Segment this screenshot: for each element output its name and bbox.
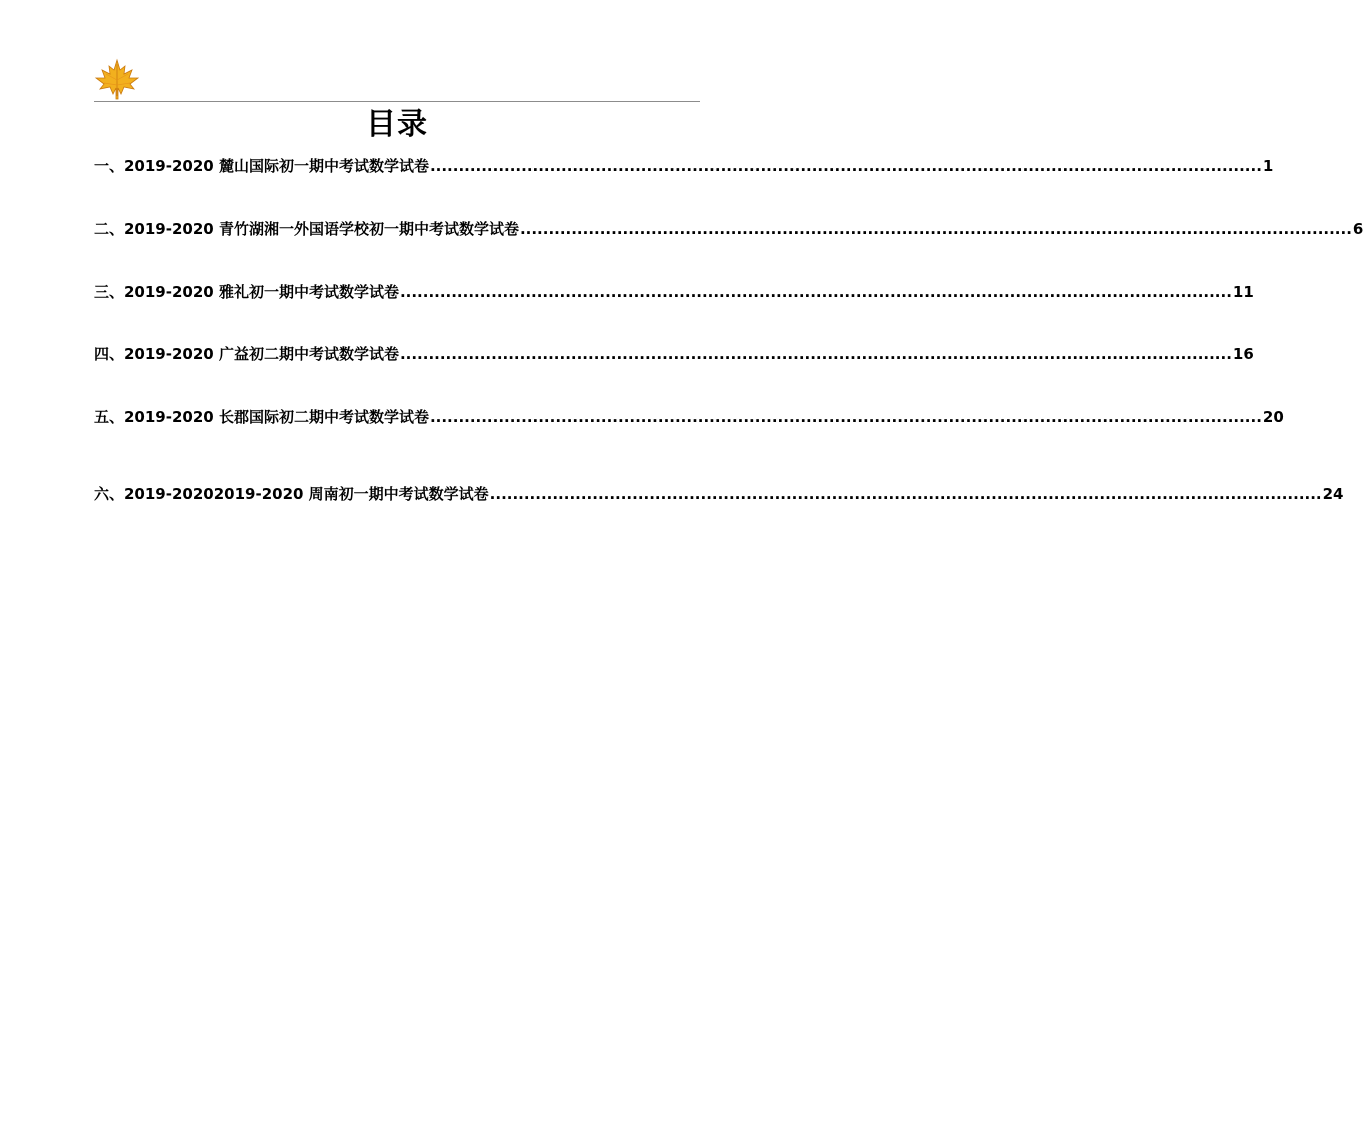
toc-entry[interactable] [94,405,1284,429]
header-rule [94,101,700,102]
toc-entry-text: 六、2019-20202019-2020 周南初一期中考试数学试卷 [94,485,489,503]
toc-leader-dots: .................................................................................................................................................. [429,408,1262,426]
toc-leader-dots: .................................................................................................................................................. [399,345,1232,363]
toc-entry[interactable] [94,342,1254,366]
toc-page-number: 6 [1352,220,1363,238]
toc-leader-dots: .................................................................................................................................................. [429,157,1262,175]
toc-leader-dots: .................................................................................................................................................. [399,283,1232,301]
toc-leader-dots: .................................................................................................................................................. [519,220,1352,238]
toc-entry-text: 四、2019-2020 广益初二期中考试数学试卷 [94,345,399,363]
toc-page-number: 1 [1262,157,1274,175]
toc-entry[interactable] [94,482,1344,506]
toc-entry-text: 五、2019-2020 长郡国际初二期中考试数学试卷 [94,408,429,426]
toc-page-number: 11 [1232,283,1254,301]
toc-entry[interactable] [94,154,1274,178]
toc-entry[interactable] [94,280,1254,304]
toc-entry-text: 三、2019-2020 雅礼初一期中考试数学试卷 [94,283,399,301]
toc-entry-text: 二、2019-2020 青竹湖湘一外国语学校初一期中考试数学试卷 [94,220,519,238]
page-title: 目录 [366,107,428,142]
maple-leaf-icon [94,58,140,100]
toc-entry-text: 一、2019-2020 麓山国际初一期中考试数学试卷 [94,157,429,175]
toc-page-number: 24 [1322,485,1344,503]
toc-page-number: 16 [1232,345,1254,363]
toc-page-number: 20 [1262,408,1284,426]
toc-entry[interactable] [94,217,1363,241]
toc-leader-dots: .................................................................................................................................................. [489,485,1322,503]
